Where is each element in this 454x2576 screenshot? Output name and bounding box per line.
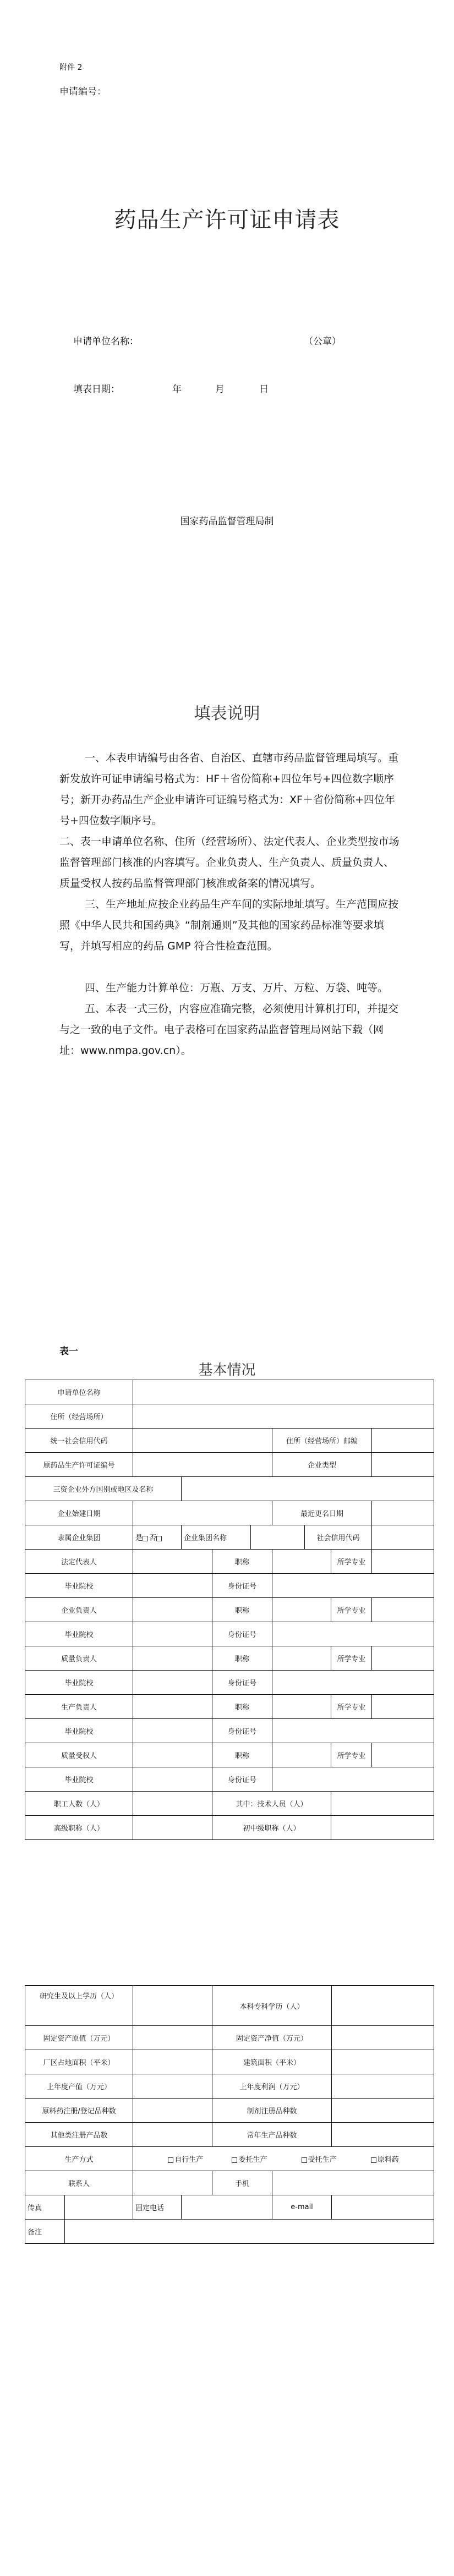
- table-row: [25, 2074, 434, 2099]
- group-name-field[interactable]: [251, 1525, 305, 1550]
- land-area-label: 厂区占地面积（平米）: [25, 2050, 133, 2074]
- school-label: 毕业院校: [25, 1767, 133, 1792]
- tech-staff-label: 其中：技术人员（人）: [212, 1792, 331, 1816]
- orig-license-label: 原药品生产许可证编号: [25, 1453, 133, 1477]
- id-field[interactable]: [272, 1671, 434, 1695]
- senior-title-label: 高级职称（人）: [25, 1816, 133, 1840]
- major-field[interactable]: [372, 1743, 434, 1767]
- build-area-label: 建筑面积（平米）: [212, 2050, 332, 2074]
- postcode-field[interactable]: [372, 1429, 434, 1453]
- postgrad-field[interactable]: [133, 1986, 212, 2026]
- major-label: 所学专业: [331, 1598, 372, 1622]
- table-row: [25, 1501, 434, 1525]
- table-row: [25, 1816, 434, 1840]
- other-reg-field[interactable]: [133, 2123, 212, 2147]
- fax-field[interactable]: [65, 2195, 133, 2220]
- title-label: 职称: [212, 1598, 272, 1622]
- land-area-field[interactable]: [133, 2050, 212, 2074]
- junior-title-field[interactable]: [331, 1816, 434, 1840]
- last-profit-label: 上年度利润（万元）: [212, 2074, 332, 2099]
- major-field[interactable]: [372, 1598, 434, 1622]
- title-field[interactable]: [272, 1598, 331, 1622]
- school-field[interactable]: [133, 1622, 212, 1646]
- orig-license-field[interactable]: [133, 1453, 272, 1477]
- table-row: [25, 1792, 434, 1816]
- enterprise-type-label: 企业类型: [272, 1453, 372, 1477]
- instruction-item: 一、本表申请编号由各省、自治区、直辖市药品监督管理局填写。重新发放许可证申请编号格式为：HF＋省份简称+四位年号+四位数字顺序号；新开办药品生产企业申请许可证编号格式为：XF＋省份简称+四位年号+四位数字顺序号。: [59, 752, 399, 827]
- address-label: 住所（经营场所）: [25, 1404, 133, 1429]
- table-row: [25, 1525, 434, 1550]
- title-field[interactable]: [272, 1695, 331, 1719]
- last-profit-field[interactable]: [332, 2074, 434, 2099]
- foreign-party-field[interactable]: [182, 1477, 434, 1501]
- table-row: [25, 1429, 434, 1453]
- instruction-item: 三、生产地址应按企业药品生产车间的实际地址填写。生产范围应按照《中华人民共和国药典》“制剂通则”及其他的国家药品标准等要求填写，并填写相应的药品 GMP 符合性检查范围。: [59, 898, 399, 952]
- postgrad-label: 研究生及以上学历（人）: [25, 1986, 133, 2026]
- table-row: [25, 1743, 434, 1767]
- id-field[interactable]: [272, 1719, 434, 1743]
- instruction-item: 二、表一申请单位名称、住所（经营场所）、法定代表人、企业类型按市场监督管理部门核准的内容填写。企业负责人、生产负责人、质量负责人、质量受权人按药品监督管理部门核准或备案的情况填写。: [59, 836, 400, 889]
- regular-prod-label: 常年生产品种数: [212, 2123, 332, 2147]
- table-row: [25, 1477, 434, 1501]
- day-label: 日: [259, 384, 269, 395]
- school-field[interactable]: [133, 1767, 212, 1792]
- option-entrusted-production[interactable]: 受托生产: [302, 2154, 337, 2164]
- renamed-date-label: 最近更名日期: [272, 1501, 372, 1525]
- checkbox-icon[interactable]: [371, 2157, 376, 2163]
- major-field[interactable]: [372, 1550, 434, 1574]
- basic-info-table-continued: [25, 1985, 434, 2244]
- production-head-label: 生产负责人: [25, 1695, 133, 1719]
- major-field[interactable]: [372, 1646, 434, 1671]
- contact-field[interactable]: [133, 2171, 212, 2195]
- asset-orig-field[interactable]: [133, 2026, 212, 2050]
- tech-staff-field[interactable]: [331, 1792, 434, 1816]
- id-label: 身份证号: [212, 1622, 272, 1646]
- seal-label: （公章）: [304, 336, 341, 347]
- table-row: [25, 1695, 434, 1719]
- table-row: [25, 1550, 434, 1574]
- bachelor-field[interactable]: [332, 1986, 434, 2026]
- asset-orig-label: 固定资产原值（万元）: [25, 2026, 133, 2050]
- mobile-label: 手机: [212, 2171, 272, 2195]
- table-row: [25, 2147, 434, 2171]
- enterprise-type-field[interactable]: [372, 1453, 434, 1477]
- senior-title-field[interactable]: [133, 1816, 212, 1840]
- junior-title-label: 初中级职称（人）: [212, 1816, 331, 1840]
- school-label: 毕业院校: [25, 1622, 133, 1646]
- credit-code-field[interactable]: [133, 1429, 272, 1453]
- table-row: [25, 2050, 434, 2074]
- founded-date-label: 企业始建日期: [25, 1501, 133, 1525]
- prod-mode-label: 生产方式: [25, 2147, 133, 2171]
- id-label: 身份证号: [212, 1671, 272, 1695]
- last-output-label: 上年度产值（万元）: [25, 2074, 133, 2099]
- social-credit-field[interactable]: [372, 1525, 434, 1550]
- table-row: [25, 1671, 434, 1695]
- id-label: 身份证号: [212, 1574, 272, 1598]
- foreign-party-label: 三资企业外方国别或地区及名称: [25, 1477, 182, 1501]
- id-field[interactable]: [272, 1622, 434, 1646]
- enterprise-head-label: 企业负责人: [25, 1598, 133, 1622]
- social-credit-label: 社会信用代码: [305, 1525, 372, 1550]
- prep-reg-field[interactable]: [332, 2099, 434, 2123]
- page-title: 药品生产许可证申请表: [114, 207, 340, 233]
- instructions-title: 填表说明: [194, 704, 260, 723]
- other-reg-label: 其他类注册产品数: [25, 2123, 133, 2147]
- instruction-item: 五、本表一式三份，内容应准确完整，必须使用计算机打印，并提交与之一致的电子文件。电子表格可在国家药品监督管理局网站下载（网址：www.nmpa.gov.cn）。: [59, 1003, 399, 1057]
- table-row: [25, 1453, 434, 1477]
- table-row: [25, 1719, 434, 1743]
- phone-label: 固定电话: [133, 2195, 182, 2220]
- school-field[interactable]: [133, 1671, 212, 1695]
- founded-date-field[interactable]: [133, 1501, 272, 1525]
- table-row: [25, 2220, 434, 2244]
- table-row: [25, 1646, 434, 1671]
- id-label: 身份证号: [212, 1767, 272, 1792]
- group-label: 隶属企业集团: [25, 1525, 133, 1550]
- table-row: [25, 1986, 434, 2026]
- table-row: [25, 2026, 434, 2050]
- quality-head-label: 质量负责人: [25, 1646, 133, 1671]
- table1-label: 表一: [59, 1346, 78, 1357]
- id-field[interactable]: [272, 1767, 434, 1792]
- address-field[interactable]: [133, 1404, 434, 1429]
- major-label: 所学专业: [331, 1550, 372, 1574]
- prod-mode-options: [133, 2147, 434, 2171]
- regular-prod-field[interactable]: [332, 2123, 434, 2147]
- remark-field[interactable]: [65, 2220, 434, 2244]
- legal-rep-label: 法定代表人: [25, 1550, 133, 1574]
- title-label: 职称: [212, 1646, 272, 1671]
- title-label: 职称: [212, 1695, 272, 1719]
- enterprise-head-field[interactable]: [133, 1598, 212, 1622]
- email-label: e-mail: [272, 2195, 332, 2220]
- build-area-field[interactable]: [332, 2050, 434, 2074]
- table-row: [25, 2195, 434, 2220]
- title-field[interactable]: [272, 1646, 331, 1671]
- major-label: 所学专业: [331, 1695, 372, 1719]
- application-no-label: 申请编号：: [59, 86, 106, 97]
- id-label: 身份证号: [212, 1719, 272, 1743]
- option-api[interactable]: 原料药: [371, 2154, 399, 2164]
- group-name-label: 企业集团名称: [182, 1525, 251, 1550]
- table-row: [25, 1598, 434, 1622]
- title-field[interactable]: [272, 1550, 331, 1574]
- table-row: [25, 2123, 434, 2147]
- legal-rep-field[interactable]: [133, 1550, 212, 1574]
- table-row: [25, 1574, 434, 1598]
- school-label: 毕业院校: [25, 1671, 133, 1695]
- mobile-field[interactable]: [272, 2171, 434, 2195]
- major-label: 所学专业: [331, 1646, 372, 1671]
- fax-label: 传真: [25, 2195, 65, 2220]
- staff-count-field[interactable]: [133, 1792, 212, 1816]
- last-output-field[interactable]: [133, 2074, 212, 2099]
- title-label: 职称: [212, 1743, 272, 1767]
- fill-date-label: 填表日期：: [73, 384, 120, 395]
- school-label: 毕业院校: [25, 1719, 133, 1743]
- school-label: 毕业院校: [25, 1574, 133, 1598]
- attachment-label: 附件 2: [59, 63, 83, 72]
- month-label: 月: [215, 384, 225, 395]
- api-reg-field[interactable]: [133, 2099, 212, 2123]
- checkbox-yes-icon[interactable]: [143, 1536, 148, 1541]
- instruction-item: 四、生产能力计算单位：万瓶、万支、万片、万粒、万袋、吨等。: [85, 982, 389, 994]
- issuer-label: 国家药品监督管理局制: [180, 516, 274, 527]
- checkbox-icon[interactable]: [168, 2157, 173, 2163]
- production-head-field[interactable]: [133, 1695, 212, 1719]
- table-row: [25, 1380, 434, 1404]
- instructions-body: [59, 748, 401, 1061]
- qualified-person-label: 质量受权人: [25, 1743, 133, 1767]
- title-label: 职称: [212, 1550, 272, 1574]
- quality-head-field[interactable]: [133, 1646, 212, 1671]
- asset-net-label: 固定资产净值（万元）: [212, 2026, 332, 2050]
- asset-net-field[interactable]: [332, 2026, 434, 2050]
- renamed-date-field[interactable]: [372, 1501, 434, 1525]
- contact-label: 联系人: [25, 2171, 133, 2195]
- option-entrust-production[interactable]: 委托生产: [232, 2154, 267, 2164]
- major-label: 所学专业: [331, 1743, 372, 1767]
- prep-reg-label: 制剂注册品种数: [212, 2099, 332, 2123]
- group-yes-no[interactable]: 是 否: [133, 1525, 182, 1550]
- bachelor-label: 本科专科学历（人）: [212, 1986, 332, 2026]
- school-field[interactable]: [133, 1719, 212, 1743]
- api-reg-label: 原料药注册/登记品种数: [25, 2099, 133, 2123]
- year-label: 年: [172, 384, 182, 395]
- staff-count-label: 职工人数（人）: [25, 1792, 133, 1816]
- major-field[interactable]: [372, 1695, 434, 1719]
- title-field[interactable]: [272, 1743, 331, 1767]
- applicant-name-label: 申请单位名称: [25, 1380, 133, 1404]
- table1-title: 基本情况: [198, 1362, 256, 1378]
- option-self-production[interactable]: 自行生产: [168, 2154, 203, 2164]
- table-row: [25, 2099, 434, 2123]
- applicant-name-field[interactable]: [133, 1380, 434, 1404]
- school-field[interactable]: [133, 1574, 212, 1598]
- applicant-name-label: 申请单位名称：: [73, 336, 139, 347]
- id-field[interactable]: [272, 1574, 434, 1598]
- table-row: [25, 2171, 434, 2195]
- table-row: [25, 1767, 434, 1792]
- qualified-person-field[interactable]: [133, 1743, 212, 1767]
- postcode-label: 住所（经营场所）邮编: [272, 1429, 372, 1453]
- email-field[interactable]: [332, 2195, 434, 2220]
- table-row: [25, 1404, 434, 1429]
- checkbox-no-icon[interactable]: [156, 1536, 162, 1541]
- remark-label: 备注: [25, 2220, 65, 2244]
- credit-code-label: 统一社会信用代码: [25, 1429, 133, 1453]
- checkbox-icon[interactable]: [302, 2157, 307, 2163]
- table-row: [25, 1622, 434, 1646]
- basic-info-table: [25, 1380, 434, 1840]
- phone-field[interactable]: [182, 2195, 272, 2220]
- checkbox-icon[interactable]: [232, 2157, 237, 2163]
